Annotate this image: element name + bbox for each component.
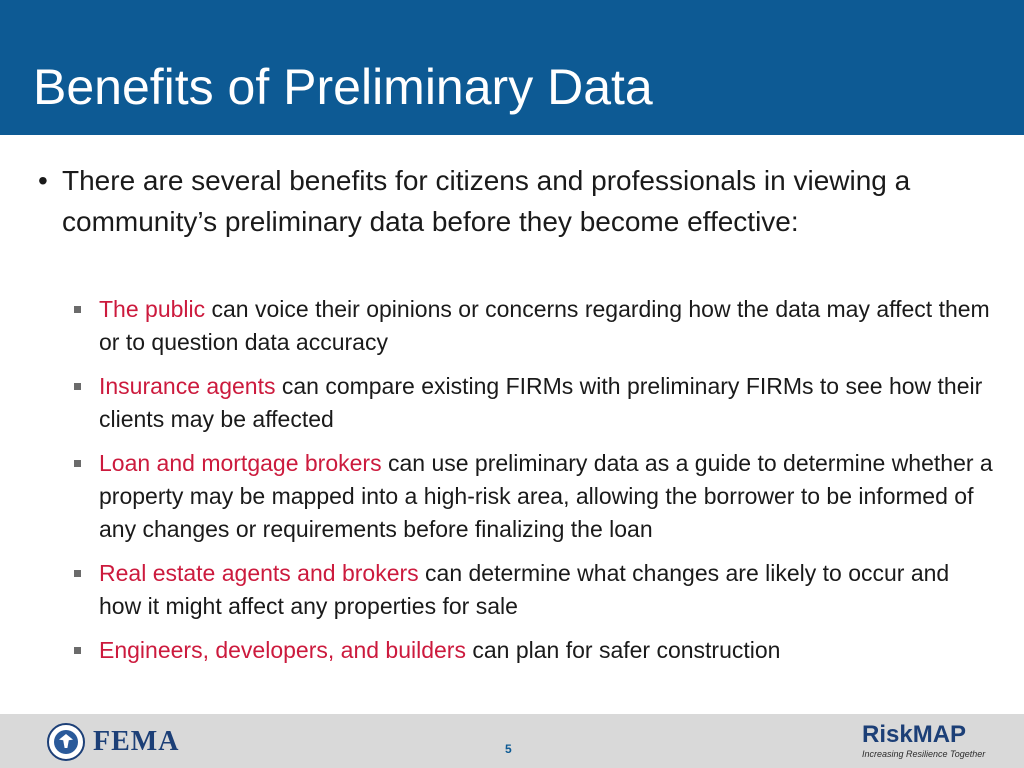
audience-label: Real estate agents and brokers — [99, 560, 419, 586]
list-item — [74, 293, 994, 359]
audience-label: Loan and mortgage brokers — [99, 450, 382, 476]
benefit-text: can use preliminary data as a guide to determine whether a property may be mapped into a high-risk area, allowing the borrower to be informed of any changes or requirements before finalizing the loan — [99, 450, 993, 542]
riskmap-tagline: Increasing Resilience Together — [862, 749, 986, 759]
audience-label: Insurance agents — [99, 373, 276, 399]
audience-label: Engineers, developers, and builders — [99, 637, 466, 663]
square-bullet-icon — [74, 570, 81, 577]
slide-title: Benefits of Preliminary Data — [33, 59, 653, 115]
page-number: 5 — [505, 742, 512, 756]
riskmap-map: MAP — [912, 721, 967, 748]
benefit-text: can plan for safer construction — [465, 637, 781, 663]
audience-label: The public — [99, 296, 206, 322]
list-item — [74, 634, 994, 667]
dhs-seal-icon — [47, 723, 85, 761]
riskmap-logo — [862, 722, 992, 759]
square-bullet-icon — [74, 460, 81, 467]
list-item — [74, 447, 994, 546]
square-bullet-icon — [74, 647, 81, 654]
intro-text: There are several benefits for citizens and professionals in viewing a community’s preliminary data before they become effective: — [62, 165, 911, 237]
list-item — [74, 370, 994, 436]
footer-bar — [0, 714, 1024, 768]
benefit-text: can voice their opinions or concerns regarding how the data may affect them or to question data accuracy — [99, 296, 990, 355]
fema-logo — [47, 722, 179, 762]
benefit-list — [0, 293, 1024, 678]
benefit-text: can determine what changes are likely to occur and how it might affect any properties for sale — [99, 560, 950, 619]
square-bullet-icon — [74, 306, 81, 313]
riskmap-wordmark — [862, 722, 992, 748]
title-bar — [0, 0, 1024, 135]
bullet-dot-icon: • — [38, 165, 48, 196]
benefit-text: can compare existing FIRMs with preliminary FIRMs to see how their clients may be affected — [99, 373, 983, 432]
list-item — [74, 557, 994, 623]
riskmap-risk: Risk — [862, 721, 913, 748]
square-bullet-icon — [74, 383, 81, 390]
fema-wordmark: FEMA — [93, 726, 180, 757]
